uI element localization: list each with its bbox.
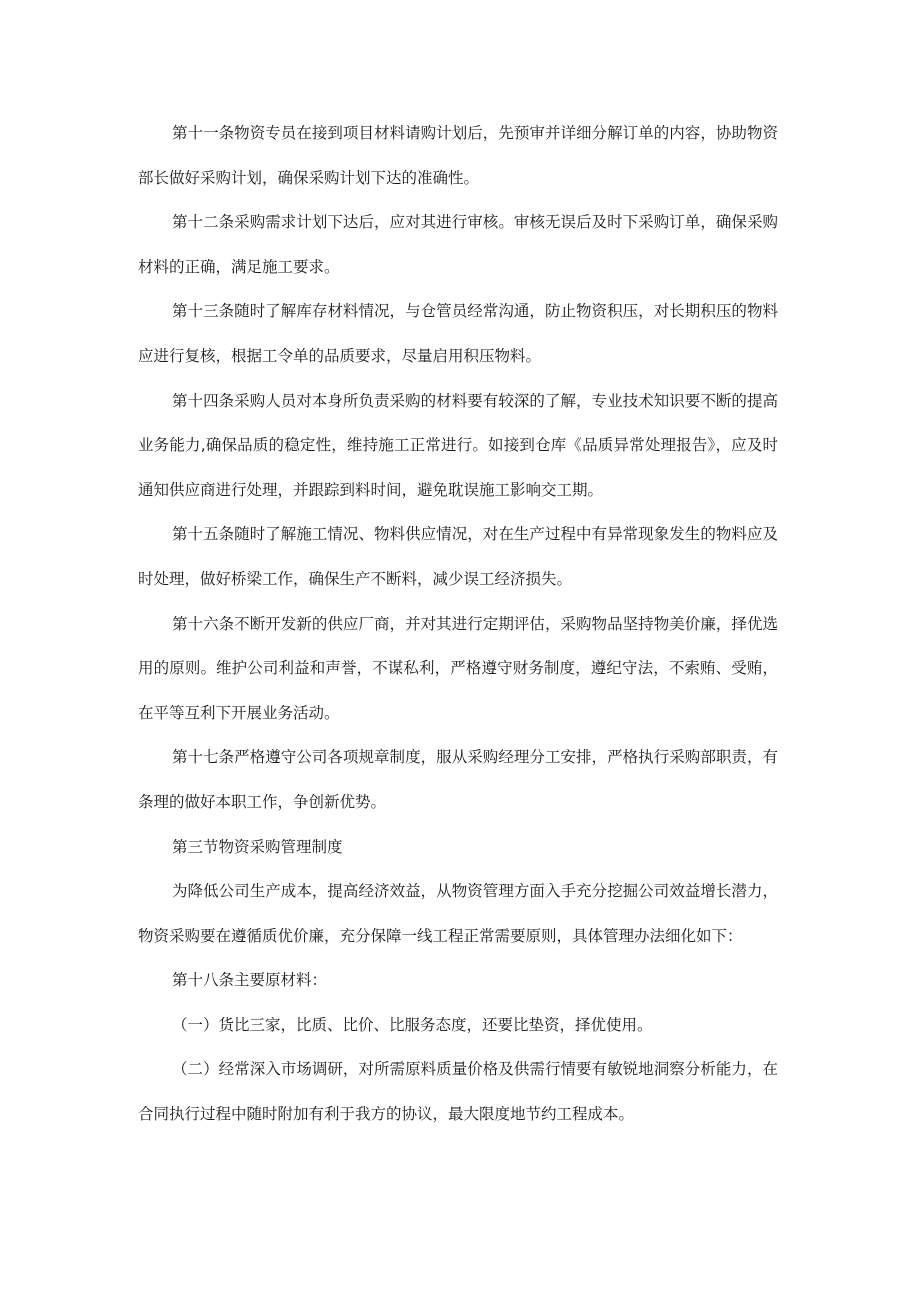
article-18-heading: 第十八条主要原材料： [172,971,328,990]
article-11-paragraph: 第十一条物资专员在接到项目材料请购计划后，先预审并详细分解订单的内容，协助物资部长做好采购计划，确保采购计划下达的准确性。 [138,124,778,187]
section-3-intro-paragraph: 为降低公司生产成本，提高经济效益，从物资管理方面入手充分挖掘公司效益增长潜力，物资采购要在遵循质优价廉，充分保障一线工程正常需要原则，具体管理办法细化如下： [138,882,778,945]
article-16-paragraph: 第十六条不断开发新的供应厂商，并对其进行定期评估，采购物品坚持物美价廉，择优选用的原则。维护公司利益和声誉，不谋私利，严格遵守财务制度，遵纪守法，不索贿、受贿，在平等互利下开展业务活动。 [138,614,778,722]
article-15-paragraph: 第十五条随时了解施工情况、物料供应情况，对在生产过程中有异常现象发生的物料应及时处理，做好桥梁工作，确保生产不断料，减少误工经济损失。 [138,525,778,588]
article-14-paragraph: 第十四条采购人员对本身所负责采购的材料要有较深的了解，专业技术知识要不断的提高业务能力,确保品质的稳定性，维持施工正常进行。如接到仓库《品质异常处理报告》，应及时通知供应商进行处理，并跟踪到料时间，避免耽误施工影响交工期。 [138,391,778,499]
article-12-paragraph: 第十二条采购需求计划下达后，应对其进行审核。审核无误后及时下采购订单，确保采购材料的正确，满足施工要求。 [138,213,778,276]
article-18-item-1: （一）货比三家，比质、比价、比服务态度，还要比垫资，择优使用。 [172,1015,653,1034]
document-body [138,111,778,1137]
article-17-paragraph: 第十七条严格遵守公司各项规章制度，服从采购经理分工安排，严格执行采购部职责，有条理的做好本职工作，争创新优势。 [138,748,778,811]
article-18-item-2: （二）经常深入市场调研，对所需原料质量价格及供需行情要有敏锐地洞察分析能力，在合同执行过程中随时附加有利于我方的协议，最大限度地节约工程成本。 [138,1060,778,1124]
article-13-paragraph: 第十三条随时了解库存材料情况，与仓管员经常沟通，防止物资积压，对长期积压的物料应进行复核，根据工令单的品质要求，尽量启用积压物料。 [138,302,778,365]
section-3-heading: 第三节物资采购管理制度 [172,837,343,856]
